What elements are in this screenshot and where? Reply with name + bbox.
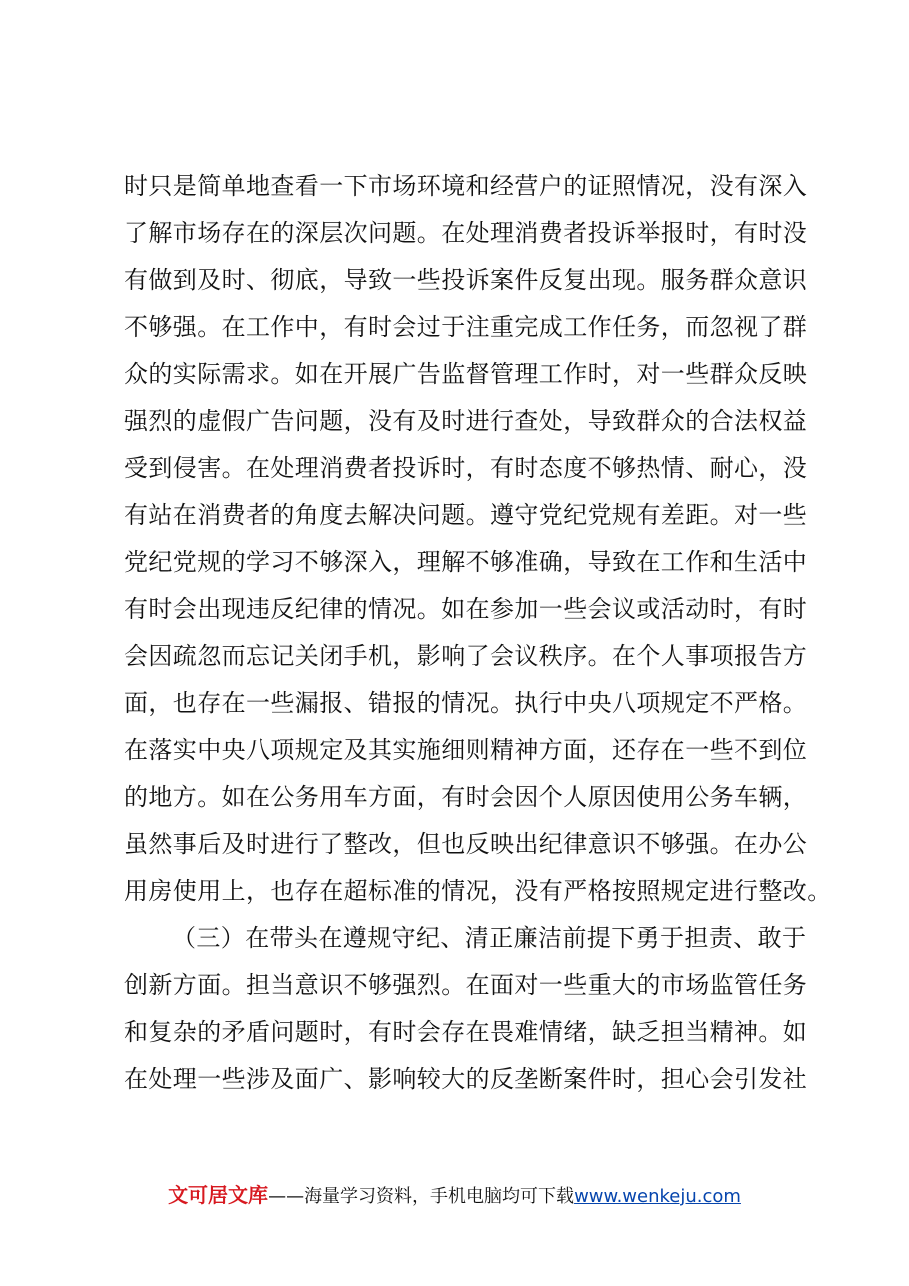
text-line: 不够强。在工作中，有时会过于注重完成工作任务，而忽视了群 [124, 313, 808, 341]
text-line: 的地方。如在公务用车方面，有时会因个人原因使用公务车辆， [124, 783, 808, 811]
text-line: 党纪党规的学习不够深入，理解不够准确，导致在工作和生活中 [124, 548, 808, 576]
text-line: 受到侵害。在处理消费者投诉时，有时态度不够热情、耐心，没 [124, 454, 808, 482]
section-heading-line: （三）在带头在遵规守纪、清正廉洁前提下勇于担责、敢于 [172, 924, 807, 952]
body-text [124, 163, 832, 1103]
text-line: 创新方面。担当意识不够强烈。在面对一些重大的市场监管任务 [124, 971, 808, 999]
text-line: 虽然事后及时进行了整改，但也反映出纪律意识不够强。在办公 [124, 830, 808, 858]
text-line: 在落实中央八项规定及其实施细则精神方面，还存在一些不到位 [124, 736, 808, 764]
footer-brand: 文可居文库 [168, 1183, 269, 1207]
text-line: 有做到及时、彻底，导致一些投诉案件反复出现。服务群众意识 [124, 266, 808, 294]
text-line: 了解市场存在的深层次问题。在处理消费者投诉举报时，有时没 [124, 219, 808, 247]
text-line: 面，也存在一些漏报、错报的情况。执行中央八项规定不严格。 [124, 689, 808, 717]
text-line: 强烈的虚假广告问题，没有及时进行查处，导致群众的合法权益 [124, 407, 808, 435]
text-line: 有站在消费者的角度去解决问题。遵守党纪党规有差距。对一些 [124, 501, 808, 529]
text-line: 和复杂的矛盾问题时，有时会存在畏难情绪，缺乏担当精神。如 [124, 1018, 808, 1046]
text-line: 有时会出现违反纪律的情况。如在参加一些会议或活动时，有时 [124, 595, 808, 623]
text-line: 用房使用上，也存在超标准的情况，没有严格按照规定进行整改。 [124, 877, 832, 905]
text-line: 众的实际需求。如在开展广告监督管理工作时，对一些群众反映 [124, 360, 808, 388]
text-line: 会因疏忽而忘记关闭手机，影响了会议秩序。在个人事项报告方 [124, 642, 808, 670]
page-footer [0, 1181, 909, 1211]
footer-tagline: ——海量学习资料，手机电脑均可下载 [268, 1186, 575, 1207]
text-line: 时只是简单地查看一下市场环境和经营户的证照情况，没有深入 [124, 172, 808, 200]
footer-website-link[interactable]: www.wenkeju.com [574, 1186, 741, 1207]
text-line: 在处理一些涉及面广、影响较大的反垄断案件时，担心会引发社 [124, 1065, 808, 1093]
